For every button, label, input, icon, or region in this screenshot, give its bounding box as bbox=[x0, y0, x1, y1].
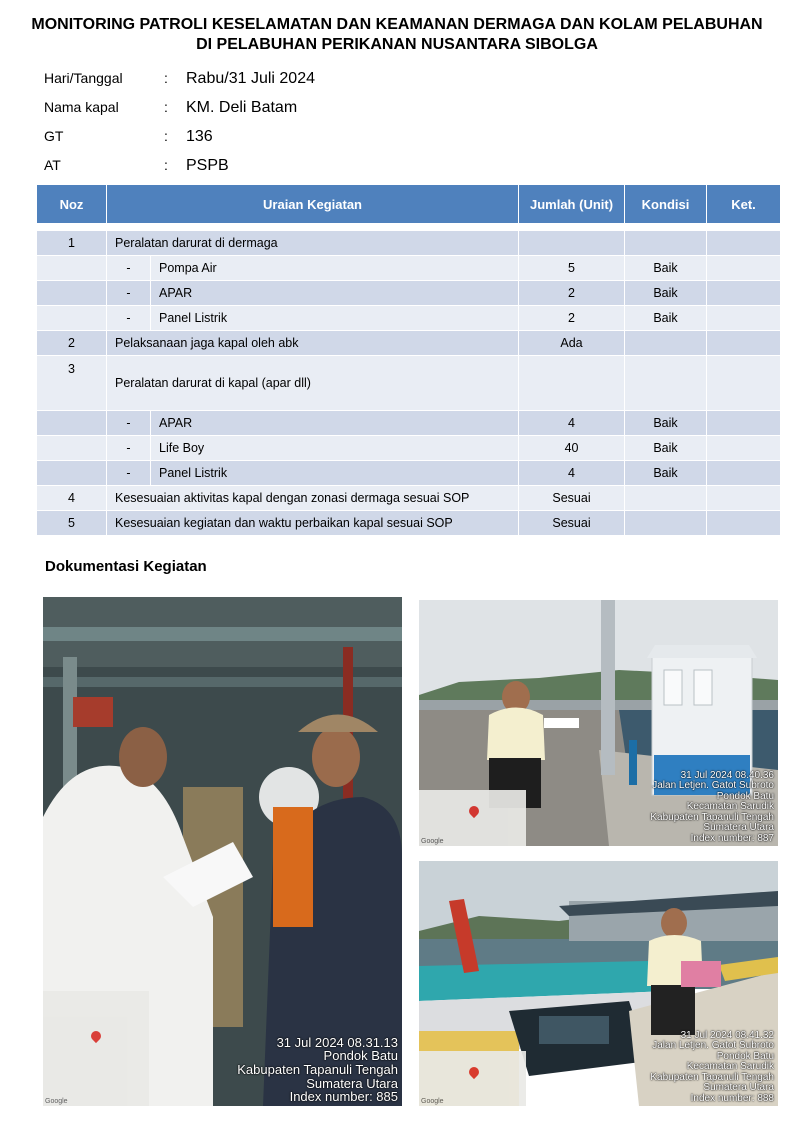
info-colon: : bbox=[164, 99, 168, 115]
row-no: 2 bbox=[37, 331, 107, 356]
table-row bbox=[37, 486, 781, 511]
photo-stamp bbox=[650, 1031, 774, 1105]
info-label: AT bbox=[44, 157, 61, 173]
row-dash: - bbox=[107, 281, 151, 306]
info-colon: : bbox=[164, 157, 168, 173]
info-colon: : bbox=[164, 128, 168, 144]
row-ket bbox=[707, 231, 781, 256]
monitoring-table bbox=[36, 184, 781, 536]
row-qty: 4 bbox=[519, 461, 625, 486]
photo-engine-room bbox=[43, 597, 402, 1106]
row-no bbox=[37, 256, 107, 281]
stamp-line: Sumatera Utara bbox=[703, 822, 774, 833]
row-cond: Baik bbox=[625, 461, 707, 486]
stamp-line: Kabupaten Tapanuli Tengah bbox=[237, 1062, 398, 1078]
row-no bbox=[37, 306, 107, 331]
stamp-line: 31 Jul 2024 08.40.36 bbox=[680, 769, 774, 781]
row-item: Kesesuaian kegiatan dan waktu perbaikan kapal sesuai SOP bbox=[107, 511, 519, 536]
row-qty bbox=[519, 231, 625, 256]
row-dash: - bbox=[107, 436, 151, 461]
table-row bbox=[37, 281, 781, 306]
table-row bbox=[37, 331, 781, 356]
row-cond: Baik bbox=[625, 306, 707, 331]
row-cond: Baik bbox=[625, 256, 707, 281]
title-line-2: DI PELABUHAN PERIKANAN NUSANTARA SIBOLGA bbox=[196, 36, 598, 53]
google-logo: Google bbox=[421, 838, 444, 845]
location-minimap bbox=[43, 991, 149, 1106]
row-no bbox=[37, 461, 107, 486]
row-ket bbox=[707, 411, 781, 436]
table-row bbox=[37, 306, 781, 331]
info-colon: : bbox=[164, 70, 168, 86]
stamp-line: Sumatera Utara bbox=[703, 1082, 774, 1093]
info-label: Hari/Tanggal bbox=[44, 70, 123, 86]
info-value: 136 bbox=[186, 128, 213, 145]
photo-dock-panel bbox=[419, 600, 778, 846]
row-qty: 2 bbox=[519, 281, 625, 306]
row-no: 5 bbox=[37, 511, 107, 536]
google-logo: Google bbox=[45, 1098, 68, 1105]
row-no: 3 bbox=[37, 356, 107, 411]
header-no: Noz bbox=[37, 185, 107, 224]
row-ket bbox=[707, 256, 781, 281]
stamp-line: 31 Jul 2024 08.41.32 bbox=[680, 1029, 774, 1041]
row-ket bbox=[707, 306, 781, 331]
stamp-line: Index number: 888 bbox=[690, 1092, 774, 1104]
row-item: Panel Listrik bbox=[151, 461, 519, 486]
row-cond bbox=[625, 356, 707, 411]
stamp-line: Jalan Letjen. Gatot Subroto bbox=[652, 780, 774, 791]
row-no: 1 bbox=[37, 231, 107, 256]
table-row bbox=[37, 461, 781, 486]
table-row bbox=[37, 231, 781, 256]
row-ket bbox=[707, 436, 781, 461]
section-title: Dokumentasi Kegiatan bbox=[45, 558, 207, 575]
info-label: GT bbox=[44, 128, 64, 144]
table-header-row bbox=[37, 185, 781, 224]
row-cond: Baik bbox=[625, 436, 707, 461]
row-no bbox=[37, 411, 107, 436]
stamp-line: Index number: 885 bbox=[289, 1089, 398, 1105]
row-qty: Sesuai bbox=[519, 486, 625, 511]
table-row bbox=[37, 436, 781, 461]
stamp-line: Index number: 887 bbox=[690, 832, 774, 844]
row-item: Panel Listrik bbox=[151, 306, 519, 331]
info-value: KM. Deli Batam bbox=[186, 99, 298, 116]
row-qty: Ada bbox=[519, 331, 625, 356]
row-ket bbox=[707, 511, 781, 536]
row-item: APAR bbox=[151, 411, 519, 436]
stamp-line: Kecamatan Sarudik bbox=[686, 801, 774, 812]
stamp-line: Pondok Batu bbox=[716, 790, 774, 802]
row-cond bbox=[625, 511, 707, 536]
row-no bbox=[37, 281, 107, 306]
row-item: Peralatan darurat di dermaga bbox=[107, 231, 519, 256]
map-pin-icon bbox=[89, 1029, 103, 1043]
document-title bbox=[20, 15, 774, 55]
stamp-line: Pondok Batu bbox=[323, 1048, 398, 1064]
row-qty: Sesuai bbox=[519, 511, 625, 536]
row-cond bbox=[625, 231, 707, 256]
table-row bbox=[37, 356, 781, 411]
stamp-line: Pondok Batu bbox=[716, 1050, 774, 1062]
photo-stamp bbox=[237, 1036, 398, 1104]
row-ket bbox=[707, 356, 781, 411]
row-item: Peralatan darurat di kapal (apar dll) bbox=[107, 356, 519, 411]
table-row bbox=[37, 511, 781, 536]
row-ket bbox=[707, 461, 781, 486]
row-dash: - bbox=[107, 306, 151, 331]
header-uraian: Uraian Kegiatan bbox=[107, 185, 519, 224]
row-no: 4 bbox=[37, 486, 107, 511]
stamp-line: Kecamatan Sarudik bbox=[686, 1061, 774, 1072]
row-cond bbox=[625, 486, 707, 511]
row-dash: - bbox=[107, 461, 151, 486]
stamp-line: 31 Jul 2024 08.31.13 bbox=[276, 1034, 398, 1050]
row-cond bbox=[625, 331, 707, 356]
stamp-line: Jalan Letjen. Gatot Subroto bbox=[652, 1040, 774, 1051]
row-item: Pompa Air bbox=[151, 256, 519, 281]
photo-ship-dock bbox=[419, 861, 778, 1106]
row-qty: 4 bbox=[519, 411, 625, 436]
row-item: Pelaksanaan jaga kapal oleh abk bbox=[107, 331, 519, 356]
row-qty bbox=[519, 356, 625, 411]
row-qty: 40 bbox=[519, 436, 625, 461]
location-minimap bbox=[419, 1051, 526, 1106]
stamp-line: Kabupaten Tapanuli Tengah bbox=[650, 1071, 774, 1083]
google-logo: Google bbox=[421, 1098, 444, 1105]
title-line-1: MONITORING PATROLI KESELAMATAN DAN KEAMANAN DERMAGA DAN KOLAM PELABUHAN bbox=[31, 16, 763, 33]
stamp-line: Sumatera Utara bbox=[306, 1075, 398, 1091]
row-cond: Baik bbox=[625, 411, 707, 436]
row-item: Life Boy bbox=[151, 436, 519, 461]
info-value: PSPB bbox=[186, 157, 229, 174]
table-row bbox=[37, 256, 781, 281]
photo-stamp bbox=[650, 771, 774, 845]
row-dash: - bbox=[107, 256, 151, 281]
header-ket: Ket. bbox=[707, 185, 781, 224]
map-pin-icon bbox=[467, 804, 481, 818]
row-item: Kesesuaian aktivitas kapal dengan zonasi dermaga sesuai SOP bbox=[107, 486, 519, 511]
row-ket bbox=[707, 281, 781, 306]
row-ket bbox=[707, 486, 781, 511]
row-dash: - bbox=[107, 411, 151, 436]
row-qty: 2 bbox=[519, 306, 625, 331]
header-kondisi: Kondisi bbox=[625, 185, 707, 224]
row-ket bbox=[707, 331, 781, 356]
header-jumlah: Jumlah (Unit) bbox=[519, 185, 625, 224]
table-row bbox=[37, 411, 781, 436]
row-qty: 5 bbox=[519, 256, 625, 281]
row-no bbox=[37, 436, 107, 461]
location-minimap bbox=[419, 790, 526, 846]
info-label: Nama kapal bbox=[44, 99, 119, 115]
row-item: APAR bbox=[151, 281, 519, 306]
map-pin-icon bbox=[467, 1065, 481, 1079]
info-value: Rabu/31 Juli 2024 bbox=[186, 70, 315, 87]
stamp-line: Kabupaten Tapanuli Tengah bbox=[650, 811, 774, 823]
row-cond: Baik bbox=[625, 281, 707, 306]
